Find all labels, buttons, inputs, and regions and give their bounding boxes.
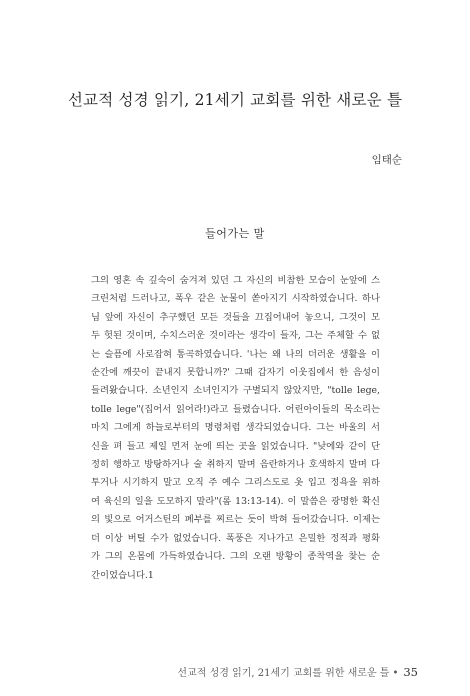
footer-running-title: 선교적 성경 읽기, 21세기 교회를 위한 새로운 틀	[177, 668, 390, 679]
body-line: 크린처럼 드러나고, 폭우 같은 눈물이 쏟아지기 시작하였습니다. 하나	[91, 293, 380, 305]
body-line: 간이었습니다.1	[91, 569, 154, 581]
body-line: 투거나 시기하지 말고 오직 주 예수 그리스도로 옷 입고 정욕을 위하	[91, 477, 380, 489]
body-line: 정히 행하고 방탕하거나 술 취하지 말며 음란하거나 호색하지 말며 다	[91, 459, 380, 471]
running-footer	[177, 664, 418, 679]
body-line: 순간에 깨끗이 끝내지 못합니까?' 그때 갑자기 이웃집에서 한 음성이	[91, 367, 380, 379]
body-line: 가 그의 온몸에 가득하였습니다. 그의 오랜 방황이 종착역을 찾는 순	[91, 551, 380, 563]
body-line: 두 헛된 것이며, 수치스러운 것이라는 생각이 들자, 그는 주체할 수 없	[91, 330, 380, 342]
body-line: 님 앞에 자신이 추구했던 모든 것들을 끄집어내어 놓으니, 그것이 모	[91, 311, 380, 323]
body-paragraph	[91, 272, 380, 585]
page-title: 선교적 성경 읽기, 21세기 교회를 위한 새로운 틀	[67, 91, 403, 109]
body-line: 신을 펴 들고 제일 먼저 눈에 띄는 곳을 읽었습니다. "낮에와 같이 단	[91, 440, 380, 452]
body-line: 의 빛으로 어거스틴의 폐부를 찌르는 듯이 박혀 들어갔습니다. 이제는	[91, 514, 380, 526]
footer-bullet: •	[392, 668, 399, 679]
body-line: 들려왔습니다. 소년인지 소녀인지가 구별되지 않았지만, "tolle lege,	[91, 385, 380, 397]
author-name: 임태순	[371, 154, 402, 166]
body-line: 그의 영혼 속 깊숙이 숨겨져 있던 그 자신의 비참한 모습이 눈앞에 스	[91, 275, 380, 286]
body-line: 는 슬픔에 사로잡혀 통곡하였습니다. '나는 왜 나의 더러운 생활을 이	[91, 348, 380, 360]
body-line: tolle lege"(집어서 읽어라!)라고 들렸습니다. 어린아이들의 목소리는	[91, 403, 380, 415]
body-line: 여 육신의 일을 도모하지 말라"(롬 13:13-14). 이 말씀은 광명한 확신	[91, 495, 380, 507]
section-heading: 들어가는 말	[205, 227, 265, 240]
body-line: 더 이상 버틸 수가 없었습니다. 폭풍은 지나가고 은밀한 정적과 평화	[91, 532, 380, 544]
page-number: 35	[403, 665, 418, 679]
body-line: 마치 그에게 하늘로부터의 명령처럼 생각되었습니다. 그는 바울의 서	[91, 422, 380, 434]
